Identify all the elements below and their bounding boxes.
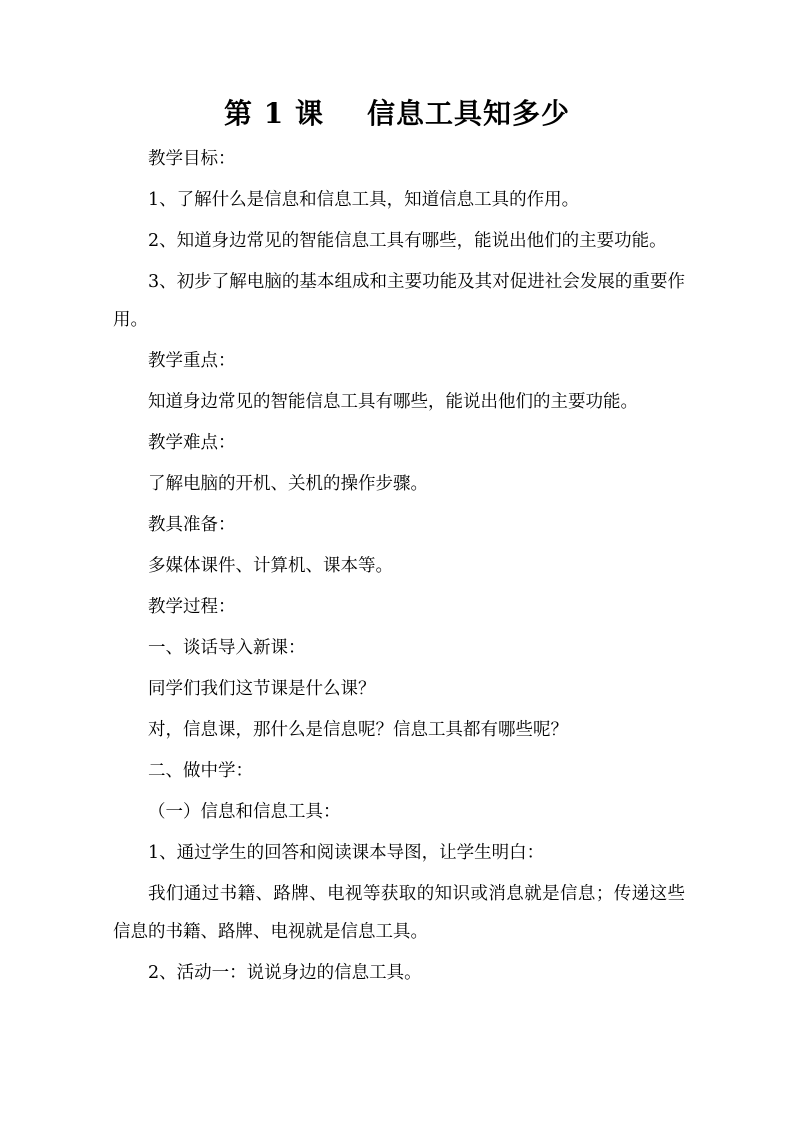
page-title: 第 1 课 信息工具知多少 (224, 97, 570, 130)
paragraph-heading-objectives: 教学目标： (148, 149, 236, 169)
section-1-text-2: 对，信息课，那什么是信息呢？信息工具都有哪些呢？ (148, 720, 568, 740)
paragraph-heading-process: 教学过程： (148, 597, 236, 617)
section-2-heading: 二、做中学： (148, 761, 253, 781)
section-1-text-1: 同学们我们这节课是什么课？ (148, 679, 376, 699)
objective-1: 1、了解什么是信息和信息工具，知道信息工具的作用。 (148, 190, 580, 210)
materials-text: 多媒体课件、计算机、课本等。 (148, 556, 393, 576)
section-1-heading: 一、谈话导入新课： (148, 638, 306, 658)
paragraph-heading-key-points: 教学重点： (148, 351, 236, 371)
paragraph-heading-materials: 教具准备： (148, 515, 236, 535)
subsection-1-item-2: 2、活动一：说说身边的信息工具。 (148, 963, 422, 983)
paragraph-heading-difficulties: 教学难点： (148, 433, 236, 453)
subsection-1-item-1: 1、通过学生的回答和阅读课本导图，让学生明白： (148, 843, 545, 863)
subsection-1-heading: （一）信息和信息工具： (148, 802, 341, 822)
key-point-text: 知道身边常见的智能信息工具有哪些，能说出他们的主要功能。 (148, 392, 638, 412)
objective-3: 3、初步了解电脑的基本组成和主要功能及其对促进社会发展的重要作用。 (113, 272, 685, 330)
objective-2: 2、知道身边常见的智能信息工具有哪些，能说出他们的主要功能。 (148, 231, 667, 251)
subsection-1-explanation: 我们通过书籍、路牌、电视等获取的知识或消息就是信息；传递这些信息的书籍、路牌、电视就是信息工具。 (113, 884, 685, 942)
difficulty-text: 了解电脑的开机、关机的操作步骤。 (148, 474, 428, 494)
document-body (113, 140, 685, 995)
